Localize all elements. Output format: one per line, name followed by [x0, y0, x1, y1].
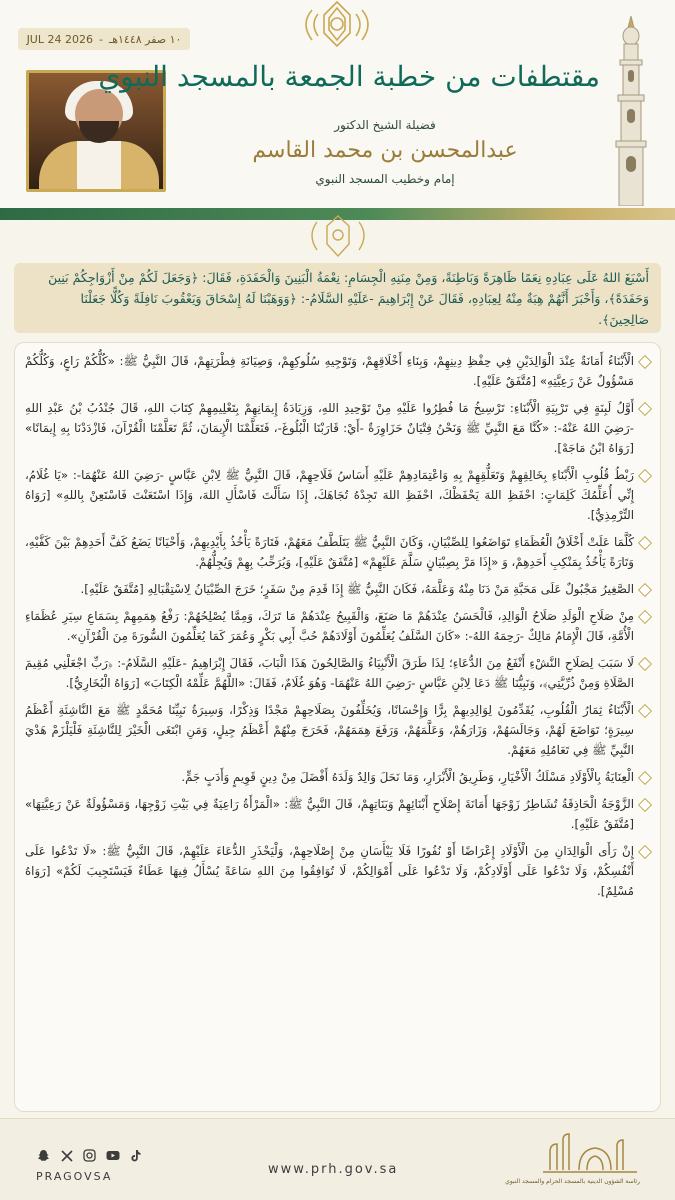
paragraph-text: كُلَّمَا عَلَتْ أَخْلَاقُ الْعُظَمَاءِ تَوَاضَعُوا لِلصِّبْيَانِ، وَكَانَ النَّبِيُّ ﷺ يَتَلَطَّفُ مَعَهُمْ، فَتَارَةً يَأْخُذُ بِأَيْدِيهِمْ، وَأَحْيَانًا يَضَعُ كَفَّ أَحَدِهِمْ بَيْنَ كَفَّيْهِ، وَتَارَةً يَأْخُذُ بِمَنْكِبِ أَحَدِهِمْ، وَ «إِذَا مَرَّ بِصِبْيَانٍ سَلَّمَ عَلَيْهِمْ» [مُتَّفَقٌ عَلَيْهِ]، وَيُرَحِّبُ بِهِمْ وَيُجِلُّهُمْ. [25, 535, 634, 569]
paragraph-text: الْأَبْنَاءُ ثِمَارُ الْقُلُوبِ، يُقَدِّمُونَ لِوَالِدِيهِمْ بِرًّا وَإِحْسَانًا، وَيُخَلِّفُونَ بِصَلَاحِهِمْ مَجْدًا وَذِكْرًا، وَسِيرَةُ نَبِيِّنَا مُحَمَّدٍ ﷺ مَعَ النَّاشِئَةِ أَعْظَمُ سِيرَةٍ؛ تَوَاضَعَ لَهُمْ، وَجَالَسَهُمْ، وَزَارَهُمْ، وَعَلَّمَهُمْ، وَرَفَعَ هِمَمَهُمْ، فَخَرَجَ مِنْهُمْ أَعْظَمُ جِيلٍ، وَمَنِ ابْتَغَى الْخَيْرَ لِلنَّاشِئَةِ فَلْيَلْزَمْ هَدْيَ النَّبِيِّ ﷺ فِي تَعَامُلِهِ مَعَهُمْ. [25, 703, 634, 757]
paragraph-text: إِنْ رَأَى الْوَالِدَانِ مِنَ الْأَوْلَادِ إِعْرَاضًا أَوْ نُفُورًا فَلَا يَيْأَسَانِ مِنْ إِصْلَاحِهِمْ، وَلْيَحْذَرِ الدُّعَاءَ عَلَيْهِمْ، قَالَ النَّبِيُّ ﷺ: «لَا تَدْعُوا عَلَى أَنْفُسِكُمْ، وَلَا تَدْعُوا عَلَى أَوْلَادِكُمْ، وَلَا تَدْعُوا عَلَى أَمْوَالِكُمْ، لَا تُوَافِقُوا مِنَ اللهِ سَاعَةً يُسْأَلُ فِيهَا عَطَاءٌ فَيَسْتَجِيبَ لَكُمْ» [رَوَاهُ مُسْلِمٌ]. [25, 844, 634, 898]
list-item [25, 579, 650, 599]
date-gregorian: 2026 JUL 24 [26, 32, 93, 46]
page-title: مقتطفات من خطبة الجمعة بالمسجد النبوي [98, 60, 600, 93]
paragraph-text: الْأَبْنَاءُ أَمَانَةٌ عِنْدَ الْوَالِدَيْنِ فِي حِفْظِ دِينِهِمْ، وَبِنَاءِ أَخْلَاقِهِمْ، وَتَوْجِيهِ سُلُوكِهِمْ، وَصِيَانَةِ فِطْرَتِهِمْ، قَالَ النَّبِيُّ ﷺ: «كُلُّكُمْ رَاعٍ، وَكُلُّكُمْ مَسْؤُولٌ عَنْ رَعِيَّتِهِ» [مُتَّفَقٌ عَلَيْهِ]. [25, 354, 634, 388]
list-item [25, 398, 650, 458]
list-item [25, 653, 650, 693]
x-icon[interactable] [59, 1148, 74, 1163]
imam-name: عبدالمحسن بن محمد القاسم [252, 138, 518, 163]
intro-box: أَسْبَغَ اللهُ عَلَى عِبَادِهِ نِعَمًا ظَاهِرَةً وَبَاطِنَةً، وَمِنْ مِنَنِهِ الْجِسَامِ: نِعْمَةُ الْبَنِينَ وَالْحَفَدَةِ، فَقَالَ: ﴿وَجَعَلَ لَكُمْ مِنْ أَزْوَاجِكُمْ بَنِينَ وَحَفَدَةً﴾، وَأَخْبَرَ أَنَّهُمْ هِبَةٌ مِنْهُ لِعِبَادِهِ، فَقَالَ عَنْ إِبْرَاهِيمَ -عَلَيْهِ السَّلَامُ-: ﴿وَوَهَبْنَا لَهُ إِسْحَاقَ وَيَعْقُوبَ نَافِلَةً وَكُلًّا جَعَلْنَا صَالِحِينَ﴾. [14, 263, 661, 333]
diamond-bullet-icon [638, 610, 652, 624]
imam-role: إمام وخطيب المسجد النبوي [315, 172, 455, 186]
diamond-bullet-icon [638, 583, 652, 597]
date-badge [18, 28, 190, 50]
date-separator: - [98, 32, 103, 46]
top-ornament-icon [292, 0, 382, 50]
list-item [25, 532, 650, 572]
diamond-bullet-icon [638, 771, 652, 785]
list-item [25, 841, 650, 901]
diamond-bullet-icon [638, 355, 652, 369]
diamond-bullet-icon [638, 704, 652, 718]
instagram-icon[interactable] [82, 1148, 97, 1163]
paragraph-text: الْعِنَايَةُ بِالْأَوْلَادِ مَسْلَكُ الْأَخْيَارِ، وَطَرِيقُ الْأَبْرَارِ، وَمَا نَحَلَ وَالِدٌ وَلَدَهُ أَفْضَلَ مِنْ دِينٍ قَوِيمٍ وَأَدَبٍ جَمٍّ. [181, 770, 634, 784]
social-handle: PRAGOVSA [36, 1170, 113, 1183]
diamond-bullet-icon [638, 536, 652, 550]
diamond-bullet-icon [638, 798, 652, 812]
middle-ornament-icon [305, 214, 371, 258]
date-hijri: ١٠ صفر ١٤٤٨هـ [108, 32, 182, 46]
list-item [25, 767, 650, 787]
list-item [25, 794, 650, 834]
imam-honorific: فضيلة الشيخ الدكتور [334, 118, 436, 132]
diamond-bullet-icon [638, 469, 652, 483]
website-link[interactable]: www.prh.gov.sa [268, 1162, 399, 1177]
social-links [36, 1148, 143, 1163]
paragraph-text: مِنْ صَلَاحِ الْوَلَدِ صَلَاحُ الْوَالِدِ، فَالْحَسَنُ عِنْدَهُمْ مَا صَنَعَ، وَالْقَبِيحُ عِنْدَهُمْ مَا تَرَكَ، وَمِمَّا يُصْلِحُهُمْ: رَفْعُ هِمَمِهِمْ بِسَمَاعِ سِيَرِ عُظَمَاءِ الْأُمَّةِ، قَالَ الْإِمَامُ مَالِكٌ -رَحِمَهُ اللهُ-: «كَانَ السَّلَفُ يُعَلِّمُونَ أَوْلَادَهُمْ حُبَّ أَبِي بَكْرٍ وَعُمَرَ كَمَا يُعَلِّمُونَ السُّورَةَ مِنَ الْقُرْآنِ». [25, 609, 634, 643]
paragraph-text: الزَّوْجَةُ الْحَاذِقَةُ تُشَاطِرُ زَوْجَهَا أَمَانَةَ إِصْلَاحِ أَبْنَائِهِمْ وَبَنَاتِهِمْ، قَالَ النَّبِيُّ ﷺ: «الْمَرْأَةُ رَاعِيَةٌ فِي بَيْتِ زَوْجِهَا، وَمَسْؤُولَةٌ عَنْ رَعِيَّتِهَا» [مُتَّفَقٌ عَلَيْهِ]. [25, 797, 634, 831]
logo-caption: رئاسة الشؤون الدينية بالمسجد الحرام والمسجد النبوي [505, 1178, 640, 1185]
youtube-icon[interactable] [105, 1148, 120, 1163]
list-item [25, 700, 650, 760]
content-panel [14, 342, 661, 1112]
diamond-bullet-icon [638, 845, 652, 859]
paragraph-text: لَا سَبَبَ لِصَلَاحِ النَّشْءِ أَنْفَعُ مِنَ الدُّعَاءِ؛ لِذَا طَرَقَ الْأَنْبِيَاءُ وَالصَّالِحُونَ هَذَا الْبَابَ، فَقَالَ إِبْرَاهِيمُ -عَلَيْهِ السَّلَامُ-: ﴿رَبِّ اجْعَلْنِي مُقِيمَ الصَّلَاةِ وَمِنْ ذُرِّيَّتِي﴾، وَنَبِيُّنَا ﷺ دَعَا لِابْنِ عَبَّاسٍ -رَضِيَ اللهُ عَنْهُمَا- وَهُوَ غُلَامٌ، فَقَالَ: «اللَّهُمَّ عَلِّمْهُ الْكِتَابَ» [رَوَاهُ الْبُخَارِيُّ]. [25, 656, 634, 690]
diamond-bullet-icon [638, 402, 652, 416]
tiktok-icon[interactable] [128, 1148, 143, 1163]
minaret-icon [600, 14, 662, 206]
paragraph-text: رَبْطُ قُلُوبِ الْأَبْنَاءِ بِخَالِقِهِمْ وَتَعَلُّقِهِمْ بِهِ وَاعْتِمَادِهِمْ عَلَيْهِ أَسَاسُ فَلَاحِهِمْ، قَالَ النَّبِيُّ ﷺ لِابْنِ عَبَّاسٍ -رَضِيَ اللهُ عَنْهُمَا-: «يَا غُلَامُ، إِنِّي أُعَلِّمُكَ كَلِمَاتٍ: احْفَظِ اللهَ يَحْفَظْكَ، احْفَظِ اللهَ تَجِدْهُ تُجَاهَكَ، إِذَا سَأَلْتَ فَاسْأَلِ اللهَ، وَإِذَا اسْتَعَنْتَ فَاسْتَعِنْ بِاللهِ» [رَوَاهُ التِّرْمِذِيُّ]. [25, 468, 634, 522]
paragraph-text: أَوَّلُ لَبِنَةٍ فِي تَرْبِيَةِ الْأَبْنَاءِ: تَرْسِيخُ مَا فُطِرُوا عَلَيْهِ مِنْ تَوْحِيدِ اللهِ، وَزِيَادَةُ إِيمَانِهِمْ بِتَعْلِيمِهِمْ كِتَابَ اللهِ، قَالَ جُنْدُبُ بْنُ عَبْدِ اللهِ -رَضِيَ اللهُ عَنْهُ-: «كُنَّا مَعَ النَّبِيِّ ﷺ وَنَحْنُ فِتْيَانٌ حَزَاوِرَةٌ -أَيْ: قَارَبْنَا الْبُلُوغَ-، فَتَعَلَّمْنَا الْإِيمَانَ، ثُمَّ تَعَلَّمْنَا الْقُرْآنَ، فَازْدَدْنَا بِهِ إِيمَانًا» [رَوَاهُ ابْنُ مَاجَهْ]. [25, 401, 634, 455]
list-item [25, 465, 650, 525]
diamond-bullet-icon [638, 657, 652, 671]
list-item [25, 351, 650, 391]
list-item [25, 606, 650, 646]
paragraph-text: الصَّغِيرُ مَجْبُولٌ عَلَى مَحَبَّةِ مَنْ دَنَا مِنْهُ وَعَلَّمَهُ، فَكَانَ النَّبِيُّ ﷺ إِذَا قَدِمَ مِنْ سَفَرٍ؛ خَرَجَ الصِّبْيَانُ لِاسْتِقْبَالِهِ [مُتَّفَقٌ عَلَيْهِ]. [80, 582, 634, 596]
snapchat-icon[interactable] [36, 1148, 51, 1163]
